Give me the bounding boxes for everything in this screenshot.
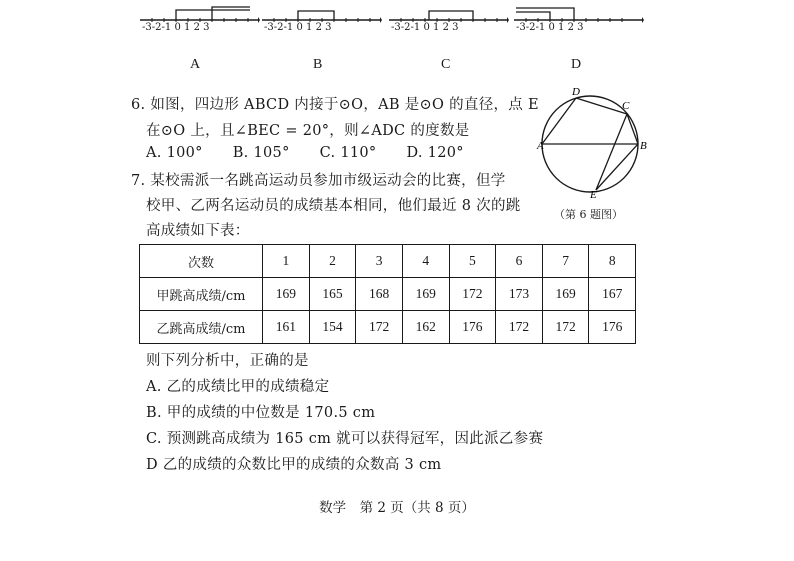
q6-choice-c[interactable]: C. 110° <box>319 145 377 161</box>
tick-label: -1 <box>161 22 172 33</box>
table-header-cell: 1 <box>263 245 310 278</box>
table-header-cell: 3 <box>356 245 403 278</box>
q7-stem-line2: 校甲、乙两名运动员的成绩基本相同，他们最近 8 次的跳 <box>146 198 521 214</box>
point-label-d: D <box>572 86 580 98</box>
tick-label: -1 <box>410 22 421 33</box>
table-cell: 162 <box>402 311 449 344</box>
option-letter-d: D <box>571 57 582 72</box>
q6-stem-line1: 6. 如图，四边形 ABCD 内接于⊙O，AB 是⊙O 的直径，点 E <box>131 97 539 113</box>
table-header-cell: 2 <box>309 245 356 278</box>
tick-label: 2 <box>567 22 574 33</box>
table-header-cell: 7 <box>542 245 589 278</box>
tick-label: -2 <box>273 22 284 33</box>
tick-label: -2 <box>525 22 536 33</box>
tick-label: -1 <box>283 22 294 33</box>
option-letter-b: B <box>313 57 323 72</box>
table-cell: 169 <box>263 278 310 311</box>
tick-label: 3 <box>203 22 210 33</box>
point-label-e: E <box>590 189 597 198</box>
table-row <box>140 245 636 278</box>
tick-label: 0 <box>296 22 303 33</box>
q6-choices <box>146 145 494 161</box>
table-header-cell: 4 <box>402 245 449 278</box>
point-label-c: C <box>622 100 630 112</box>
tick-label: -3 <box>264 22 274 33</box>
q7-stem-line3: 高成绩如下表： <box>146 223 250 239</box>
table-header-label: 次数 <box>140 245 263 278</box>
point-label-a: A <box>537 140 544 152</box>
tick-label: -3 <box>391 22 401 33</box>
tick-label: 3 <box>325 22 332 33</box>
table-cell: 176 <box>589 311 636 344</box>
tick-label: -3 <box>516 22 526 33</box>
tick-label: 1 <box>433 22 440 33</box>
table-cell: 172 <box>449 278 496 311</box>
q7-option-d[interactable]: D 乙的成绩的众数比甲的成绩的众数高 3 cm <box>146 457 442 473</box>
tick-label: 2 <box>193 22 200 33</box>
table-cell: 167 <box>589 278 636 311</box>
q7-prompt: 则下列分析中，正确的是 <box>146 353 309 369</box>
q6-choice-b[interactable]: B. 105° <box>232 145 290 161</box>
tick-label: 2 <box>315 22 322 33</box>
q7-option-b[interactable]: B. 甲的成绩的中位数是 170.5 cm <box>146 405 376 421</box>
table-row <box>140 311 636 344</box>
tick-label: -1 <box>535 22 546 33</box>
q7-option-c[interactable]: C. 预测跳高成绩为 165 cm 就可以获得冠军，因此派乙参赛 <box>146 431 544 447</box>
q7-stem-line1: 7. 某校需派一名跳高运动员参加市级运动会的比赛，但学 <box>131 173 506 189</box>
table-cell: 169 <box>542 278 589 311</box>
table-cell: 154 <box>309 311 356 344</box>
q6-choice-a[interactable]: A. 100° <box>146 145 203 161</box>
table-cell: 168 <box>356 278 403 311</box>
tick-label: -2 <box>400 22 411 33</box>
tick-label: 0 <box>174 22 181 33</box>
q6-figure-caption: （第 6 题图） <box>554 208 623 221</box>
tick-label: 1 <box>558 22 565 33</box>
number-line-option-a <box>140 6 260 46</box>
table-cell: 165 <box>309 278 356 311</box>
q7-option-a[interactable]: A. 乙的成绩比甲的成绩稳定 <box>146 379 330 395</box>
number-line-option-d <box>514 6 644 46</box>
q6-stem-line2: 在⊙O 上，且∠BEC = 20°，则∠ADC 的度数是 <box>146 123 470 139</box>
tick-label: 0 <box>423 22 430 33</box>
table-cell: 172 <box>542 311 589 344</box>
table-cell: 161 <box>263 311 310 344</box>
table-cell: 172 <box>356 311 403 344</box>
table-header-cell: 5 <box>449 245 496 278</box>
page-footer: 数学 第 2 页（共 8 页） <box>319 500 475 516</box>
table-row-label: 甲跳高成绩/cm <box>140 278 263 311</box>
tick-label: 0 <box>548 22 555 33</box>
q6-choice-d[interactable]: D. 120° <box>406 145 464 161</box>
number-line-option-b <box>262 6 382 46</box>
option-letter-c: C <box>441 57 451 72</box>
tick-label: 3 <box>577 22 584 33</box>
q7-score-table <box>139 244 636 344</box>
table-cell: 172 <box>496 311 543 344</box>
tick-label: 3 <box>452 22 459 33</box>
tick-label: 2 <box>442 22 449 33</box>
table-row-label: 乙跳高成绩/cm <box>140 311 263 344</box>
table-cell: 173 <box>496 278 543 311</box>
segment-cb <box>627 114 638 144</box>
table-header-cell: 6 <box>496 245 543 278</box>
tick-label: 1 <box>184 22 191 33</box>
tick-label: -2 <box>151 22 162 33</box>
number-line-option-c <box>389 6 509 46</box>
tick-label: -3 <box>142 22 152 33</box>
table-header-cell: 8 <box>589 245 636 278</box>
point-label-b: B <box>640 140 647 152</box>
table-cell: 176 <box>449 311 496 344</box>
q6-circle-figure <box>532 86 652 198</box>
table-row <box>140 278 636 311</box>
table-cell: 169 <box>402 278 449 311</box>
tick-label: 1 <box>306 22 313 33</box>
option-letter-a: A <box>190 57 201 72</box>
